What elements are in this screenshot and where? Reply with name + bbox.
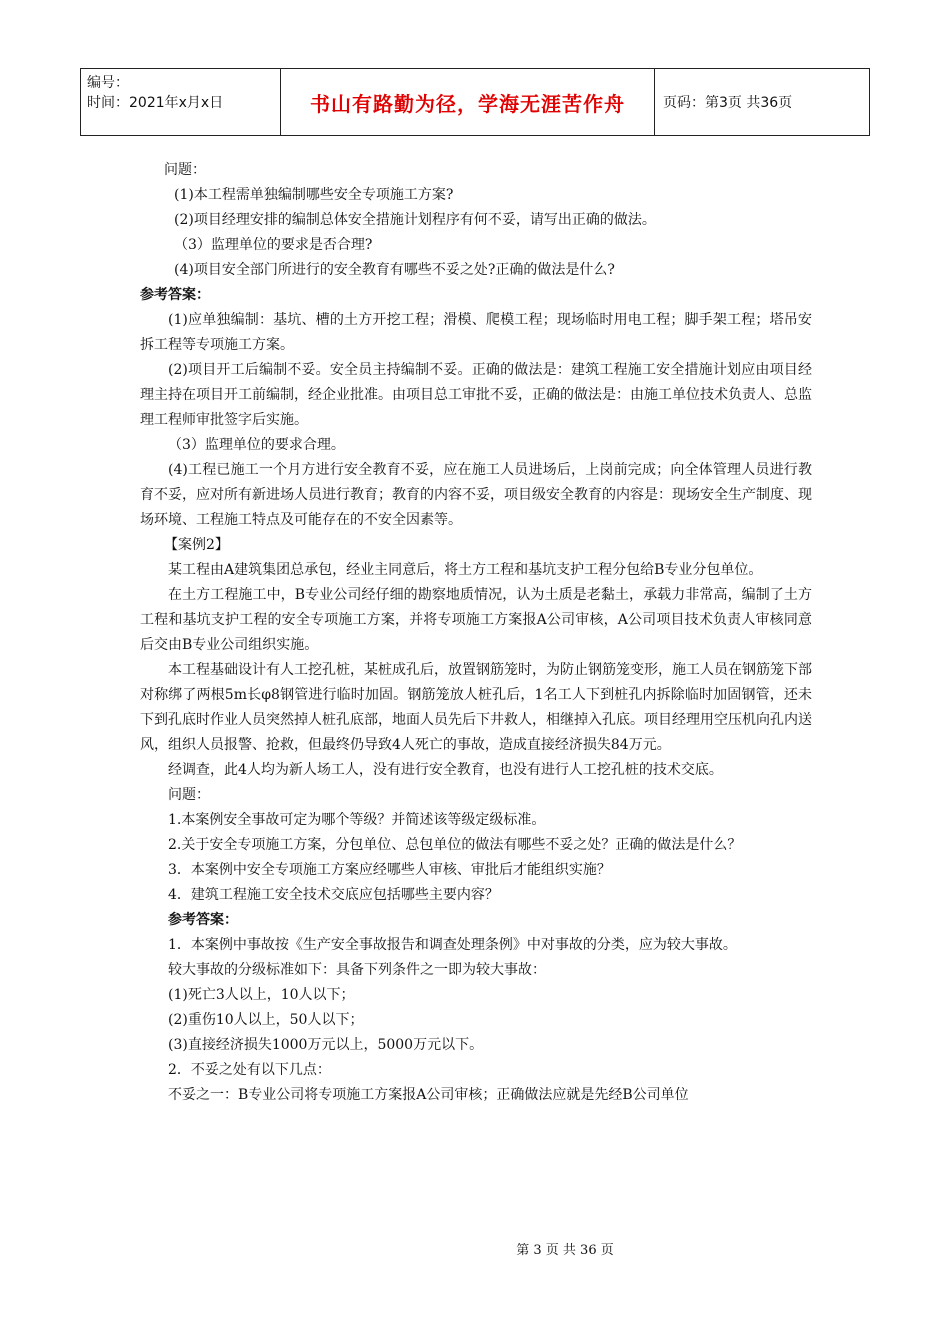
paragraph: 1．本案例中事故按《生产安全事故报告和调查处理条例》中对事故的分类，应为较大事故。	[168, 937, 737, 953]
paragraph: （3）监理单位的要求是否合理?	[174, 237, 373, 253]
header-number-label: 编号：	[87, 75, 129, 91]
paragraph: 3．本案例中安全专项施工方案应经哪些人审核、审批后才能组织实施？	[168, 862, 611, 878]
paragraph: （3）监理单位的要求合理。	[168, 437, 345, 453]
paragraph: (2)重伤10人以上，50人以下；	[168, 1012, 364, 1028]
paragraph: 在土方工程施工中，B专业公司经仔细的勘察地质情况，认为土质是老黏土，承载力非常高，编制了土方工程和基坑支护工程的安全专项施工方案，并将专项施工方案报A公司审核，A公司项目技术负责人审核同意后交由B专业公司组织实施。	[140, 587, 812, 653]
paragraph: 问题：	[164, 162, 206, 178]
page-header	[80, 68, 870, 136]
paragraph: (2)项目经理安排的编制总体安全措施计划程序有何不妥，请写出正确的做法。	[174, 212, 656, 228]
paragraph: 参考答案：	[168, 912, 238, 928]
paragraph: 参考答案：	[140, 287, 210, 303]
paragraph: 【案例2】	[164, 537, 229, 553]
paragraph: 不妥之一：B专业公司将专项施工方案报A公司审核；正确做法应就是先经B公司单位	[168, 1087, 689, 1103]
header-motto: 书山有路勤为径，学海无涯苦作舟	[281, 69, 655, 135]
paragraph: (1)应单独编制：基坑、槽的土方开挖工程；滑模、爬模工程；现场临时用电工程；脚手架工程；塔吊安拆工程等专项施工方案。	[140, 312, 812, 353]
paragraph: 问题：	[168, 787, 210, 803]
paragraph: 2.关于安全专项施工方案，分包单位、总包单位的做法有哪些不妥之处？正确的做法是什么？	[168, 837, 742, 853]
paragraph: (4)项目安全部门所进行的安全教育有哪些不妥之处?正确的做法是什么?	[174, 262, 615, 278]
paragraph: 4．建筑工程施工安全技术交底应包括哪些主要内容？	[168, 887, 499, 903]
paragraph: 某工程由A建筑集团总承包，经业主同意后，将土方工程和基坑支护工程分包给B专业分包单位。	[168, 562, 763, 578]
document-body	[140, 158, 812, 1108]
paragraph: 1.本案例安全事故可定为哪个等级？并简述该等级定级标准。	[168, 812, 546, 828]
paragraph: (4)工程已施工一个月方进行安全教育不妥，应在施工人员进场后，上岗前完成；向全体管理人员进行教育不妥，应对所有新进场人员进行教育；教育的内容不妥，项目级安全教育的内容是：现场安全生产制度、现场环境、工程施工特点及可能存在的不安全因素等。	[140, 462, 812, 528]
header-time-label: 时间：2021年x月x日	[87, 95, 224, 111]
header-meta	[81, 69, 281, 135]
header-page-code: 页码：第3页 共36页	[663, 95, 793, 111]
paragraph: 本工程基础设计有人工挖孔桩，某桩成孔后，放置钢筋笼时，为防止钢筋笼变形，施工人员在钢筋笼下部对称绑了两根5m长φ8钢管进行临时加固。钢筋笼放人桩孔后，1名工人下到桩孔内拆除临时加固钢管，还未下到孔底时作业人员突然掉人桩孔底部，地面人员先后下井救人，相继掉入孔底。项目经理用空压机向孔内送风，组织人员报警、抢救，但最终仍导致4人死亡的事故，造成直接经济损失84万元。	[140, 662, 812, 753]
paragraph: (3)直接经济损失1000万元以上，5000万元以下。	[168, 1037, 484, 1053]
paragraph: (2)项目开工后编制不妥。安全员主持编制不妥。正确的做法是：建筑工程施工安全措施计划应由项目经理主持在项目开工前编制，经企业批准。由项目总工审批不妥，正确的做法是：由施工单位技术负责人、总监理工程师审批签字后实施。	[140, 362, 812, 428]
paragraph: 2．不妥之处有以下几点：	[168, 1062, 331, 1078]
paragraph: 经调查，此4人均为新人场工人，没有进行安全教育，也没有进行人工挖孔桩的技术交底。	[168, 762, 723, 778]
paragraph: (1)本工程需单独编制哪些安全专项施工方案?	[174, 187, 454, 203]
paragraph: (1)死亡3人以上，10人以下；	[168, 987, 355, 1003]
paragraph: 较大事故的分级标准如下：具备下列条件之一即为较大事故：	[168, 962, 546, 978]
page-footer: 第 3 页 共 36 页	[516, 1243, 614, 1258]
